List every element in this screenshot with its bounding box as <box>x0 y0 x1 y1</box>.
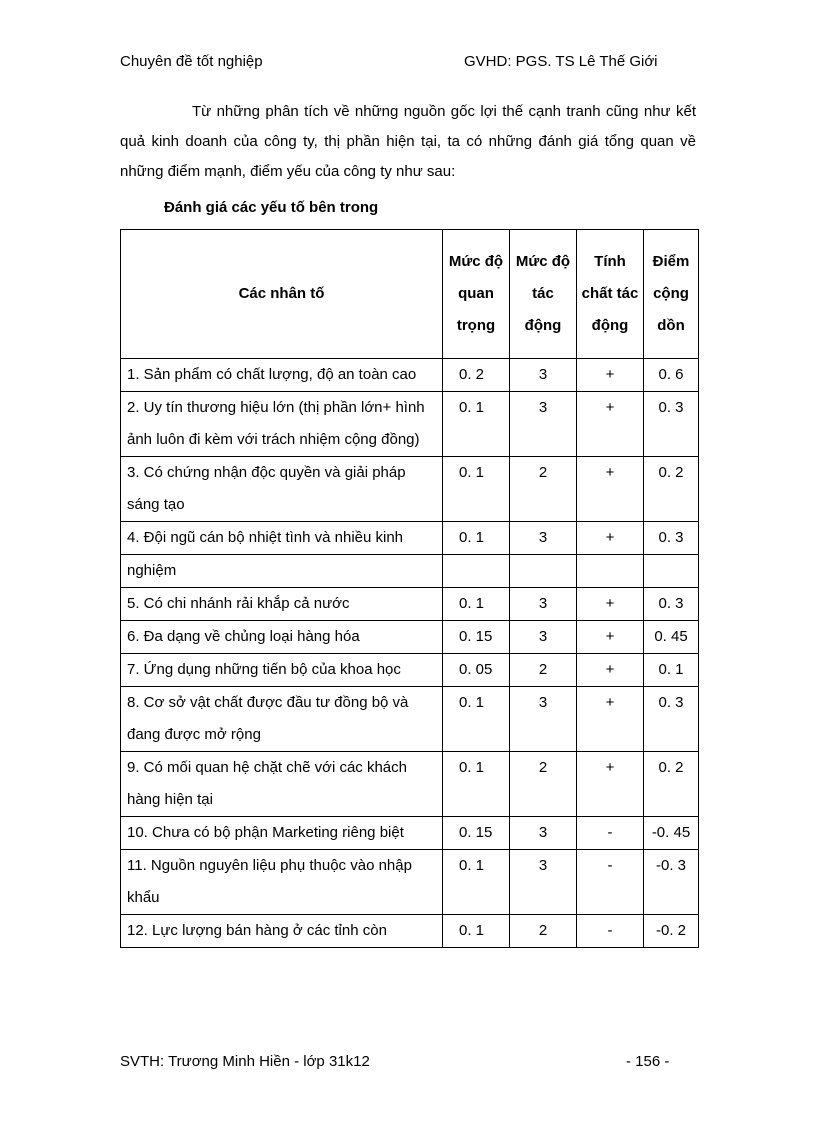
factor-cell: 12. Lực lượng bán hàng ở các tỉnh còn <box>121 915 443 948</box>
table-row <box>121 621 699 654</box>
table-row <box>121 555 699 588</box>
importance-cell: 0. 2 <box>443 359 510 392</box>
nature-cell: - <box>577 850 644 915</box>
importance-cell: 0. 1 <box>443 392 510 457</box>
impact-cell: 3 <box>510 359 577 392</box>
table-row <box>121 392 699 457</box>
table-header-row <box>121 230 699 359</box>
importance-cell: 0. 1 <box>443 752 510 817</box>
nature-cell: - <box>577 817 644 850</box>
factor-cell: 6. Đa dạng về chủng loại hàng hóa <box>121 621 443 654</box>
nature-cell: + <box>577 588 644 621</box>
impact-cell: 2 <box>510 457 577 522</box>
nature-cell: + <box>577 621 644 654</box>
nature-cell: - <box>577 915 644 948</box>
score-cell: 0. 6 <box>644 359 699 392</box>
impact-cell: 2 <box>510 654 577 687</box>
score-cell <box>644 555 699 588</box>
score-cell: -0. 45 <box>644 817 699 850</box>
header-supervisor: GVHD: PGS. TS Lê Thế Giới <box>464 53 658 70</box>
importance-cell: 0. 05 <box>443 654 510 687</box>
factor-cell: 3. Có chứng nhận độc quyền và giải pháp sáng tạo <box>121 457 443 522</box>
factor-cell: 1. Sản phẩm có chất lượng, độ an toàn cao <box>121 359 443 392</box>
impact-cell: 2 <box>510 915 577 948</box>
table-row <box>121 457 699 522</box>
factor-cell: 5. Có chi nhánh rải khắp cả nước <box>121 588 443 621</box>
factor-cell: 10. Chưa có bộ phận Marketing riêng biệt <box>121 817 443 850</box>
factor-cell: 4. Đội ngũ cán bộ nhiệt tình và nhiều kinh <box>121 522 443 555</box>
table-row <box>121 522 699 555</box>
nature-cell: + <box>577 457 644 522</box>
section-title: Đánh giá các yếu tố bên trong <box>164 199 379 216</box>
internal-factors-table <box>120 229 699 948</box>
table-row <box>121 687 699 752</box>
score-cell: 0. 45 <box>644 621 699 654</box>
importance-cell: 0. 15 <box>443 621 510 654</box>
impact-cell: 3 <box>510 392 577 457</box>
importance-cell: 0. 1 <box>443 588 510 621</box>
impact-cell: 3 <box>510 621 577 654</box>
impact-cell: 3 <box>510 588 577 621</box>
score-cell: 0. 2 <box>644 752 699 817</box>
impact-cell <box>510 555 577 588</box>
impact-cell: 2 <box>510 752 577 817</box>
nature-cell: + <box>577 392 644 457</box>
importance-cell <box>443 555 510 588</box>
footer-page-number: - 156 - <box>626 1053 670 1070</box>
score-cell: 0. 2 <box>644 457 699 522</box>
nature-cell: + <box>577 359 644 392</box>
importance-cell: 0. 1 <box>443 457 510 522</box>
header-course-title: Chuyên đề tốt nghiệp <box>120 53 263 70</box>
header-nature: Tính chất tác động <box>577 230 644 359</box>
intro-paragraph: Từ những phân tích về những nguồn gốc lợi thế cạnh tranh cũng như kết quả kinh doanh của công ty, thị phần hiện tại, ta có những đánh giá tổng quan về những điểm mạnh, điểm yếu của công ty như sau: <box>120 103 696 180</box>
footer-student: SVTH: Trương Minh Hiền - lớp 31k12 <box>120 1053 370 1070</box>
table-row <box>121 359 699 392</box>
impact-cell: 3 <box>510 687 577 752</box>
table-row <box>121 850 699 915</box>
impact-cell: 3 <box>510 817 577 850</box>
factor-cell: 8. Cơ sở vật chất được đầu tư đồng bộ và đang được mở rộng <box>121 687 443 752</box>
table-row <box>121 915 699 948</box>
score-cell: 0. 3 <box>644 522 699 555</box>
factor-cell: 2. Uy tín thương hiệu lớn (thị phần lớn+ hình ảnh luôn đi kèm với trách nhiệm cộng đồng) <box>121 392 443 457</box>
impact-cell: 3 <box>510 522 577 555</box>
score-cell: 0. 3 <box>644 687 699 752</box>
importance-cell: 0. 1 <box>443 687 510 752</box>
header-factor: Các nhân tố <box>121 230 443 359</box>
factor-cell: 11. Nguồn nguyên liệu phụ thuộc vào nhập khẩu <box>121 850 443 915</box>
factor-cell: 9. Có mối quan hệ chặt chẽ với các khách hàng hiện tại <box>121 752 443 817</box>
header-score: Điểm cộng dồn <box>644 230 699 359</box>
nature-cell: + <box>577 522 644 555</box>
score-cell: -0. 2 <box>644 915 699 948</box>
table-row <box>121 654 699 687</box>
score-cell: 0. 3 <box>644 588 699 621</box>
score-cell: 0. 3 <box>644 392 699 457</box>
factor-cell: 7. Ứng dụng những tiến bộ của khoa học <box>121 654 443 687</box>
importance-cell: 0. 1 <box>443 522 510 555</box>
header-importance: Mức độ quan trọng <box>443 230 510 359</box>
impact-cell: 3 <box>510 850 577 915</box>
importance-cell: 0. 1 <box>443 850 510 915</box>
header-impact: Mức độ tác động <box>510 230 577 359</box>
nature-cell: + <box>577 654 644 687</box>
nature-cell: + <box>577 752 644 817</box>
nature-cell: + <box>577 687 644 752</box>
score-cell: -0. 3 <box>644 850 699 915</box>
table-row <box>121 588 699 621</box>
importance-cell: 0. 15 <box>443 817 510 850</box>
table-row <box>121 752 699 817</box>
score-cell: 0. 1 <box>644 654 699 687</box>
factor-cell: nghiệm <box>121 555 443 588</box>
nature-cell <box>577 555 644 588</box>
table-row <box>121 817 699 850</box>
importance-cell: 0. 1 <box>443 915 510 948</box>
